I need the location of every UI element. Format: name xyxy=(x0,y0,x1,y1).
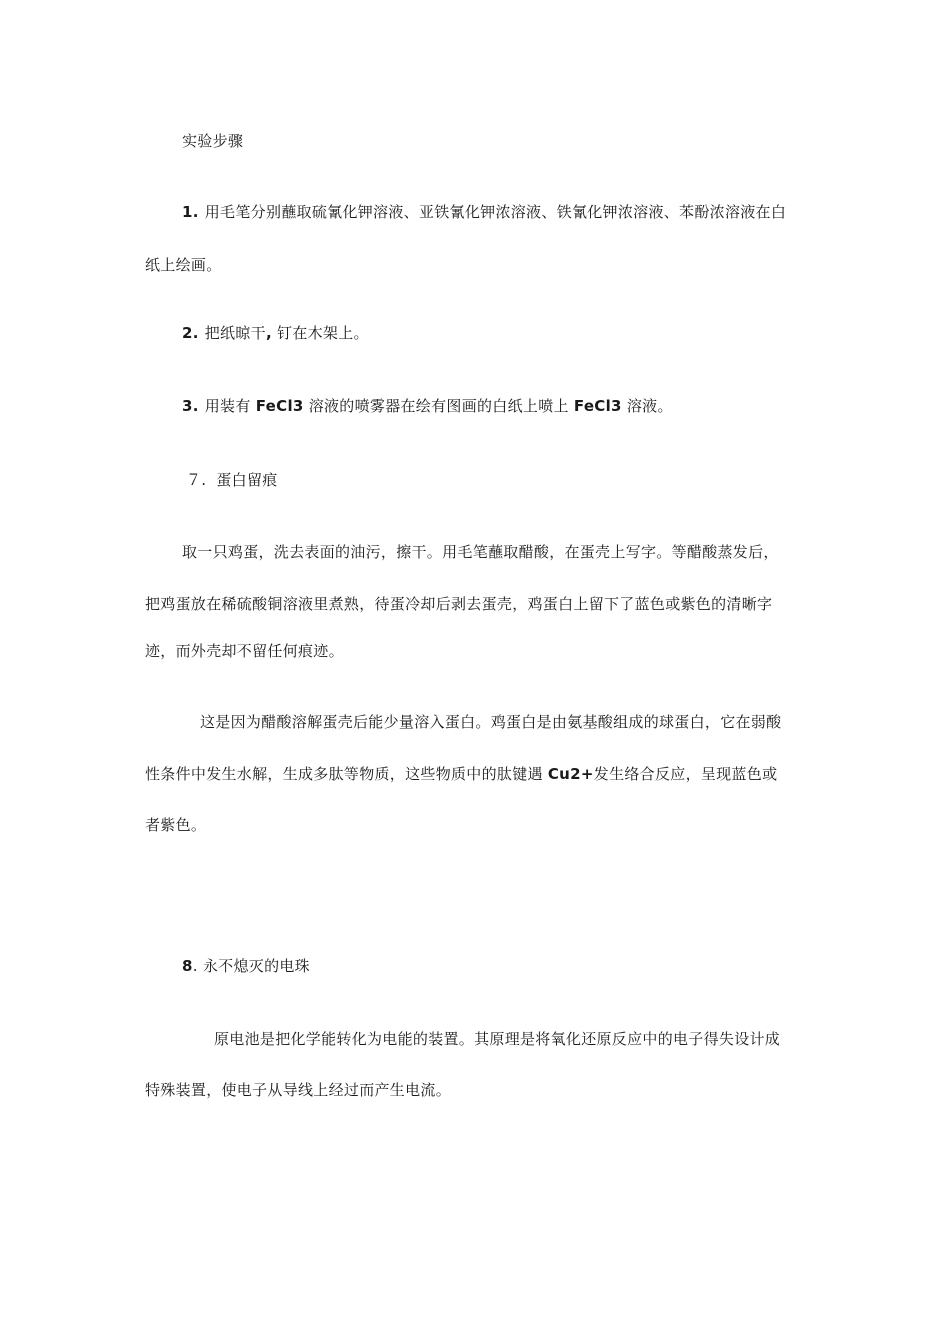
para-7a-line-2: 把鸡蛋放在稀硫酸铜溶液里煮熟，待蛋冷却后剥去蛋壳，鸡蛋白上留下了蓝色或紫色的清晰字 xyxy=(145,595,773,613)
step-1-text: 用毛笔分别蘸取硫氰化钾溶液、亚铁氰化钾浓溶液、铁氰化钾浓溶液、苯酚浓溶液在白 xyxy=(204,203,787,221)
para-7b-text-a: 性条件中发生水解，生成多肽等物质，这些物质中的肽键遇 xyxy=(145,765,548,783)
step-3-text-a: 用装有 xyxy=(204,397,256,415)
step-2-number: 2. xyxy=(182,324,199,342)
para-8-line-2: 特殊装置，使电子从导线上经过而产生电流。 xyxy=(145,1081,452,1099)
para-7a-line-1: 取一只鸡蛋，洗去表面的油污，擦干。用毛笔蘸取醋酸，在蛋壳上写字。等醋酸蒸发后， xyxy=(182,543,779,561)
para-8-line-1: 原电池是把化学能转化为电能的装置。其原理是将氧化还原反应中的电子得失设计成 xyxy=(214,1030,781,1048)
step-3-number: 3. xyxy=(182,397,199,415)
section-8-number: 8 xyxy=(182,957,193,975)
para-7b-line-1: 这是因为醋酸溶解蛋壳后能少量溶入蛋白。鸡蛋白是由氨基酸组成的球蛋白，它在弱酸 xyxy=(200,713,782,731)
section-8-heading xyxy=(182,956,310,976)
step-3-chem-2: FeCl3 xyxy=(573,397,622,415)
para-7b-text-b: 发生络合反应，呈现蓝色或 xyxy=(593,765,778,783)
step-2-text-b: 钉在木架上。 xyxy=(271,324,369,342)
para-7b-line-3: 者紫色。 xyxy=(145,816,207,834)
step-3-text-b: 溶液的喷雾器在绘有图画的白纸上喷上 xyxy=(303,397,574,415)
section-7-number: ７. xyxy=(186,471,207,489)
step-3-chem-1: FeCl3 xyxy=(255,397,304,415)
step-1-number: 1. xyxy=(182,203,199,221)
para-7a-line-3: 迹，而外壳却不留任何痕迹。 xyxy=(145,642,344,660)
section-7-title: 蛋白留痕 xyxy=(216,471,278,489)
para-7b-chem: Cu2+ xyxy=(547,765,594,783)
heading-experiment-steps: 实验步骤 xyxy=(182,132,244,150)
step-2-comma: , xyxy=(265,324,272,342)
step-2-text-a: 把纸晾干 xyxy=(204,324,266,342)
step-2 xyxy=(182,323,369,343)
step-3 xyxy=(182,396,673,416)
step-1-line-2: 纸上绘画。 xyxy=(145,256,222,274)
section-8-title: . 永不熄灭的电珠 xyxy=(192,957,310,975)
step-1-line-1 xyxy=(182,202,786,222)
para-7b-line-2 xyxy=(145,764,777,784)
section-7-heading xyxy=(186,470,278,490)
step-3-text-c: 溶液。 xyxy=(621,397,673,415)
